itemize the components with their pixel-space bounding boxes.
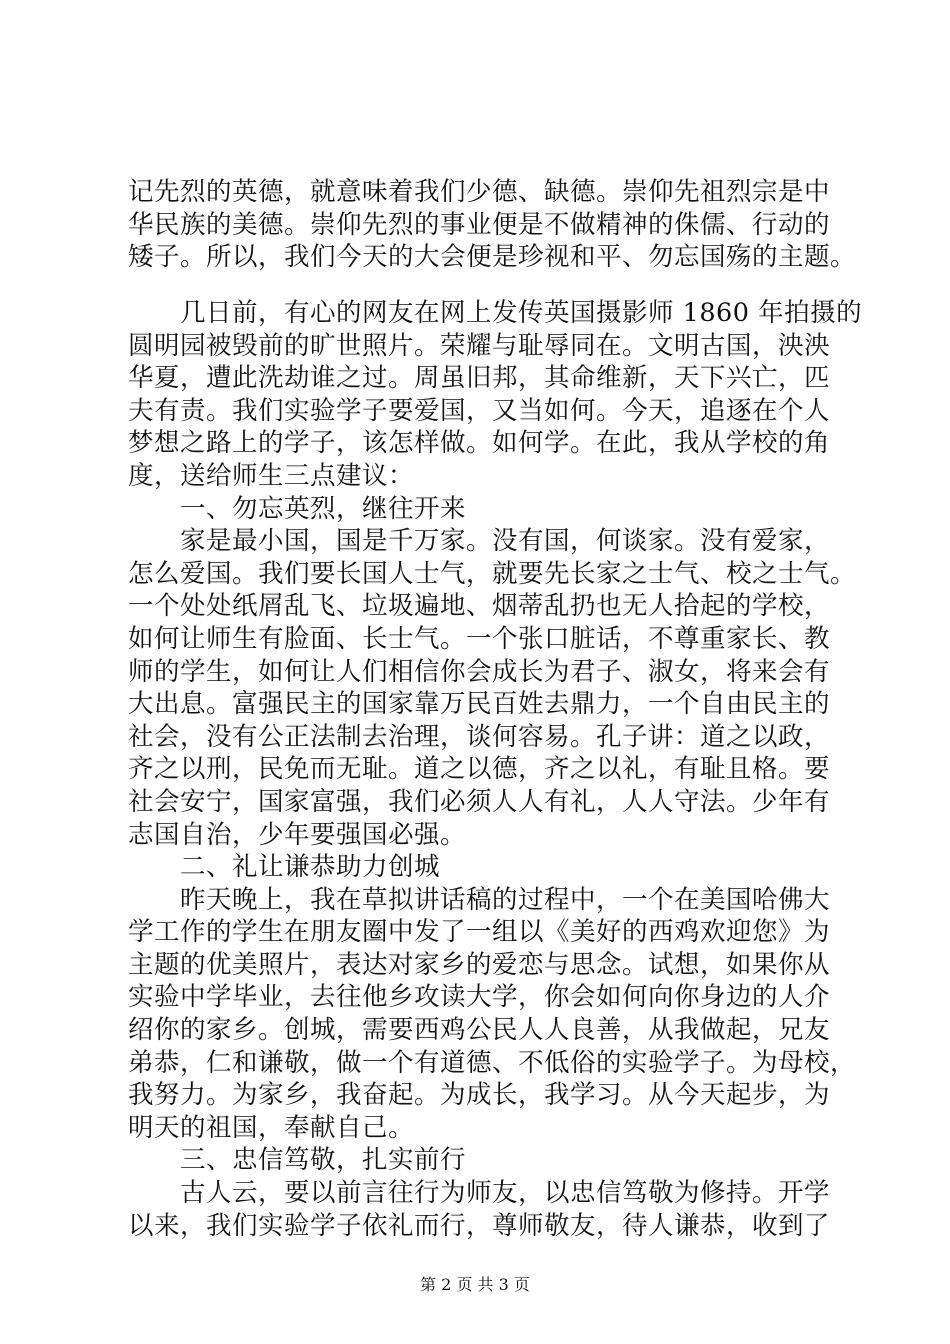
text-line: 记先烈的英德，就意味着我们少德、缺德。崇仰先祖烈宗是中	[128, 177, 831, 207]
text-line: 如何让师生有脸面、长士气。一个张口脏话，不尊重家长、教	[128, 623, 831, 654]
text-line: 一个处处纸屑乱飞、垃圾遍地、烟蒂乱扔也无人拾起的学校，	[128, 591, 831, 622]
text-line: 明天的祖国，奉献自己。	[128, 1112, 415, 1143]
section-heading: 二、礼让谦恭助力创城	[180, 852, 441, 883]
page-footer: 第 2 页 共 3 页	[420, 1275, 530, 1294]
text-line: 圆明园被毁前的旷世照片。荣耀与耻辱同在。文明古国，泱泱	[128, 330, 831, 361]
paragraph-first-line: 几日前，有心的网友在网上发传英国摄影师 1860 年拍摄的	[180, 298, 863, 328]
text-line: 大出息。富强民主的国家靠万民百姓去鼎力，一个自由民主的	[128, 689, 831, 720]
text-line: 绍你的家乡。创城，需要西鸡公民人人良善，从我做起，兄友	[128, 1015, 831, 1046]
text-line: 华民族的美德。崇仰先烈的事业便是不做精神的侏儒、行动的	[128, 209, 831, 240]
text-line: 志国自治，少年要强国必强。	[128, 819, 467, 850]
text-line: 怎么爱国。我们要长国人士气，就要先长家之士气、校之士气。	[128, 558, 857, 589]
text-line: 矮子。所以，我们今天的大会便是珍视和平、勿忘国殇的主题。	[128, 242, 857, 273]
paragraph-first-line: 昨天晚上，我在草拟讲话稿的过程中，一个在美国哈佛大	[180, 884, 831, 915]
paragraph-first-line: 家是最小国，国是千万家。没有国，何谈家。没有爱家，	[180, 526, 831, 557]
text-line: 社会安宁，国家富强，我们必须人人有礼，人人守法。少年有	[128, 786, 831, 817]
paragraph-continuation	[128, 176, 857, 274]
text-line: 梦想之路上的学子，该怎样做。如何学。在此，我从学校的角	[128, 428, 831, 459]
document-body	[128, 297, 863, 1242]
text-line: 主题的优美照片，表达对家乡的爱恋与思念。试想，如果你从	[128, 949, 831, 980]
text-line: 齐之以刑，民免而无耻。道之以德，齐之以礼，有耻且格。要	[128, 754, 831, 785]
section-heading: 一、勿忘英烈，继往开来	[180, 493, 467, 524]
text-line: 以来，我们实验学子依礼而行，尊师敬友，待人谦恭，收到了	[128, 1210, 831, 1241]
section-heading: 三、忠信笃敬，扎实前行	[180, 1145, 467, 1176]
text-line: 弟恭，仁和谦敬，做一个有道德、不低俗的实验学子。为母校，	[128, 1047, 857, 1078]
text-line: 华夏，遭此洗劫谁之过。周虽旧邦，其命维新，天下兴亡，匹	[128, 363, 831, 394]
text-line: 师的学生，如何让人们相信你会成长为君子、淑女，将来会有	[128, 656, 831, 687]
text-line: 社会，没有公正法制去治理，谈何容易。孔子讲：道之以政，	[128, 721, 831, 752]
text-line: 实验中学毕业，去往他乡攻读大学，你会如何向你身边的人介	[128, 982, 831, 1013]
text-line: 学工作的学生在朋友圈中发了一组以《美好的西鸡欢迎您》为	[128, 917, 831, 948]
text-line: 我努力。为家乡，我奋起。为成长，我学习。从今天起步，为	[128, 1080, 831, 1111]
paragraph-first-line: 古人云，要以前言往行为师友，以忠信笃敬为修持。开学	[180, 1178, 831, 1209]
text-line: 夫有责。我们实验学子要爱国，又当如何。今天，追逐在个人	[128, 395, 831, 426]
text-line: 度，送给师生三点建议：	[128, 460, 415, 491]
